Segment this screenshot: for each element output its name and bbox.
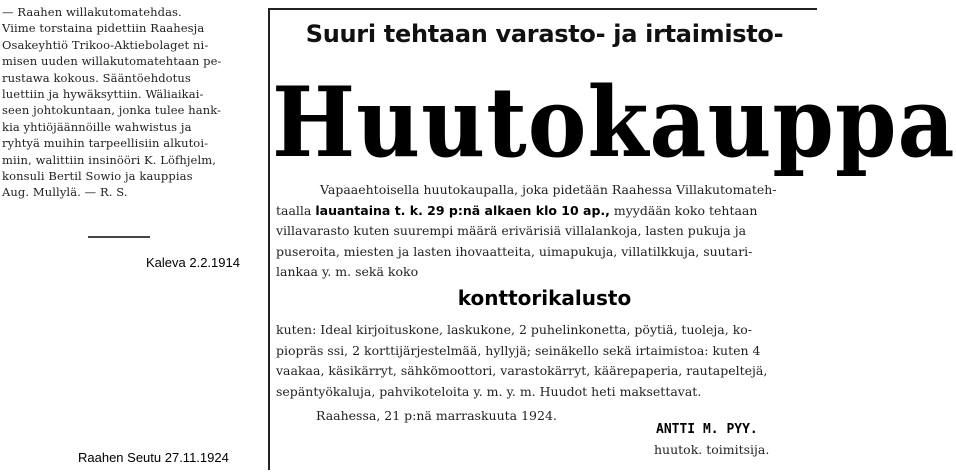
- divider-rule: [88, 236, 150, 238]
- ad-body-line: kuten: Ideal kirjoituskone, laskukone, 2 puhelinkonetta, pöytiä, tuoleja, ko-: [276, 322, 753, 337]
- ad-body-text: myydään koko tehtaan: [609, 202, 758, 218]
- ad-subtitle: konttorikalusto: [457, 286, 632, 310]
- ad-body-text: lankaa y. m. sekä koko: [276, 264, 419, 279]
- ad-body-second: [276, 320, 812, 402]
- ad-body-text: villavarasto kuten suurempi määrä erivärisiä villalankoja, lasten pukuja ja: [276, 223, 747, 238]
- ad-body-line: [276, 180, 812, 201]
- ad-body-line: [276, 201, 812, 222]
- caption-raahen-seutu: Raahen Seutu 27.11.1924: [78, 450, 229, 465]
- clipping-line: — Raahen willakutomatehdas.: [2, 5, 182, 19]
- clipping-line: misen uuden willakutomatehtaan pe-: [2, 54, 222, 69]
- ad-body-emphasis: lauantaina t. k. 29 p:nä alkaen klo 10 ap.,: [315, 202, 610, 218]
- ad-body-text: taalla: [276, 202, 316, 218]
- clipping-line: seen johtokuntaan, jonka tulee hank-: [2, 103, 222, 118]
- ad-big-title: Huutokauppa: [272, 64, 956, 180]
- clipping-line: Osakeyhtiö Trikoo-Aktiebolaget ni-: [2, 37, 209, 52]
- clipping-line: ryhtyä muihin tarpeellisiin alkutoi-: [2, 136, 209, 151]
- caption-kaleva: Kaleva 2.2.1914: [146, 255, 240, 270]
- clipping-line: miin, walittiin insinööri K. Löfhjelm,: [2, 152, 216, 167]
- ad-signature-role: huutok. toimitsija.: [654, 442, 770, 457]
- ad-place-date: Raahessa, 21 p:nä marraskuuta 1924.: [316, 408, 557, 423]
- ad-body-line: [276, 262, 812, 283]
- ad-body-text: puseroita, miesten ja lasten ihovaatteita, uimapukuja, villatilkkuja, suutari-: [276, 243, 753, 259]
- clipping-line: luettiin ja hywäksyttiin. Wäliaikai-: [2, 87, 204, 102]
- ad-body: [276, 180, 812, 283]
- ad-body-line: sepäntyökaluja, pahvikoteloita y. m. y. m. Huudot heti maksettavat.: [276, 383, 702, 399]
- ad-body-line: [276, 242, 812, 263]
- ad-body-line: [276, 221, 812, 242]
- ad-body-line: vaakaa, käsikärryt, sähkömoottori, varastokärryt, käärepaperia, rautapeltejä,: [276, 363, 768, 378]
- ad-signature: ANTTI M. PYY.: [656, 422, 758, 437]
- clipping-line: kia yhtiöjäännöille wahwistus ja: [2, 119, 192, 134]
- ad-headline: Suuri tehtaan varasto- ja irtaimisto-: [305, 20, 784, 48]
- ad-body-text: Vapaaehtoisella huutokaupalla, joka pidetään Raahessa Villakutomateh-: [320, 182, 777, 197]
- clipping-line: Viime torstaina pidettiin Raahesja: [2, 21, 205, 36]
- clipping-line: Aug. Mullylä. — R. S.: [2, 185, 128, 200]
- news-clipping: [2, 4, 266, 201]
- clipping-line: konsuli Bertil Sowio ja kauppias: [2, 169, 193, 184]
- ad-body-line: piopräs ssi, 2 korttijärjestelmää, hyllyjä; seinäkello sekä irtaimistoa: kuten 4: [276, 342, 761, 358]
- clipping-line: rustawa kokous. Sääntöehdotus: [2, 70, 191, 85]
